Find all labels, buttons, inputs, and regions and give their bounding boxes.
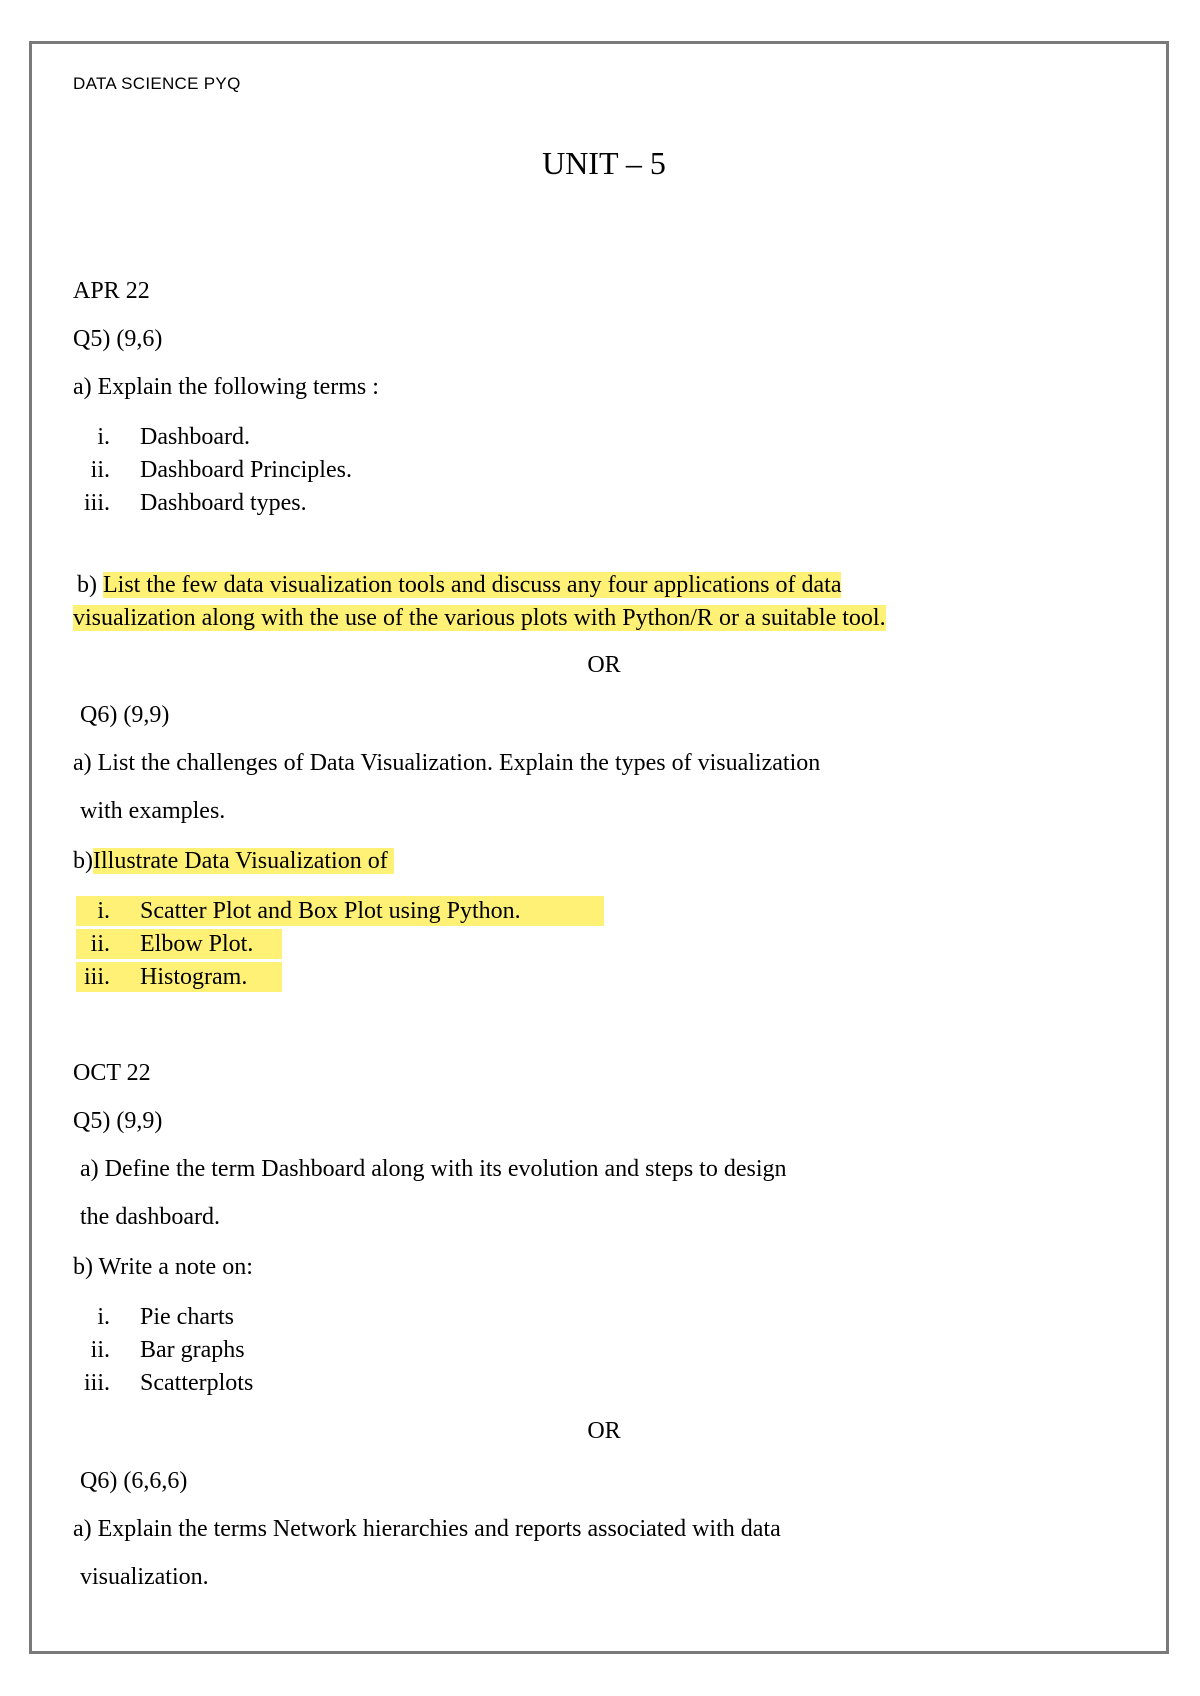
- question-6a-line2: visualization.: [80, 1564, 209, 1590]
- question-label-q5: Q5) (9,9): [73, 1108, 163, 1134]
- or-separator: OR: [587, 652, 621, 678]
- list-item-number: iii.: [83, 490, 110, 516]
- question-label-q6: Q6) (9,9): [80, 702, 170, 728]
- question-label-q5: Q5) (9,6): [73, 326, 163, 352]
- list-item-number: i.: [97, 898, 110, 924]
- question-6a-line2: with examples.: [80, 798, 226, 824]
- list-item-number: i.: [97, 424, 110, 450]
- question-5b-prefix: b): [77, 572, 97, 598]
- list-item-number: i.: [97, 1304, 110, 1330]
- question-6b-prefix: b): [73, 848, 93, 874]
- page-title: UNIT – 5: [542, 145, 666, 181]
- list-item-text: Scatter Plot and Box Plot using Python.: [140, 898, 521, 924]
- list-item-text: Histogram.: [140, 964, 248, 990]
- list-item-text: Dashboard Principles.: [140, 457, 352, 483]
- question-5b-line2: [73, 603, 886, 633]
- question-6b: [73, 846, 394, 876]
- list-item-number: ii.: [90, 457, 110, 483]
- list-item-number: iii.: [83, 964, 110, 990]
- list-item-number: ii.: [90, 931, 110, 957]
- highlighted-text: List the few data visualization tools and discuss any four applications of data: [103, 572, 842, 598]
- question-6a-line1: a) List the challenges of Data Visualization. Explain the types of visualization: [73, 750, 821, 776]
- list-item-text: Bar graphs: [140, 1337, 245, 1363]
- list-item-text: Scatterplots: [140, 1370, 254, 1396]
- section-heading-apr-22: APR 22: [73, 278, 150, 304]
- highlighted-text: Illustrate Data Visualization of: [93, 848, 388, 874]
- list-item-number: iii.: [83, 1370, 110, 1396]
- question-5a-line2: the dashboard.: [80, 1204, 220, 1230]
- list-item-text: Elbow Plot.: [140, 931, 254, 957]
- question-5b-line1: [77, 570, 841, 600]
- question-5a-line1: a) Define the term Dashboard along with its evolution and steps to design: [80, 1156, 787, 1182]
- question-5b: b) Write a note on:: [73, 1254, 253, 1280]
- highlighted-text: visualization along with the use of the various plots with Python/R or a suitable tool.: [73, 605, 886, 631]
- or-separator: OR: [587, 1418, 621, 1444]
- list-item-text: Dashboard types.: [140, 490, 307, 516]
- question-label-q6: Q6) (6,6,6): [80, 1468, 188, 1494]
- document-header: DATA SCIENCE PYQ: [73, 74, 241, 93]
- list-item-text: Dashboard.: [140, 424, 250, 450]
- question-6a-line1: a) Explain the terms Network hierarchies and reports associated with data: [73, 1516, 781, 1542]
- section-heading-oct-22: OCT 22: [73, 1060, 151, 1086]
- list-item-number: ii.: [90, 1337, 110, 1363]
- question-5a: a) Explain the following terms :: [73, 374, 379, 400]
- list-item-text: Pie charts: [140, 1304, 234, 1330]
